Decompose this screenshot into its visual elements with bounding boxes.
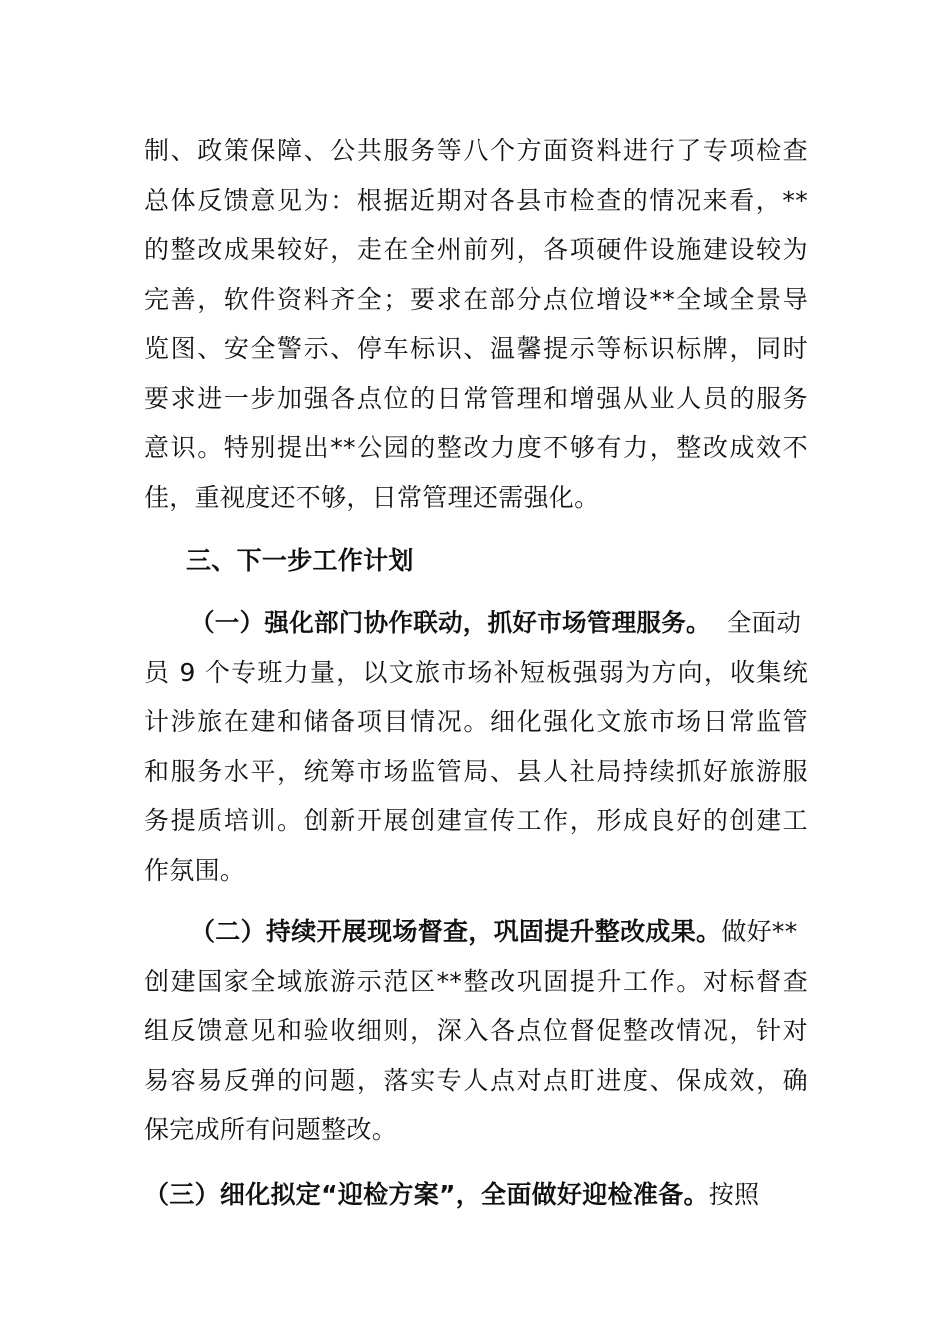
- text-line: 览图、安全警示、停车标识、温馨提示等标识标牌，同时: [144, 334, 808, 363]
- item-lead-text: 做好**: [721, 917, 798, 946]
- text-line: 作氛围。: [144, 855, 246, 885]
- text-line: 制、政策保障、公共服务等八个方面资料进行了专项检查: [144, 136, 808, 165]
- section-heading-text: 三、下一步工作计划: [186, 546, 414, 575]
- item-lead-text: 按照: [708, 1180, 760, 1209]
- text-line: 务提质培训。创新开展创建宣传工作，形成良好的创建工: [144, 806, 808, 835]
- text-line: 易容易反弹的问题，落实专人点对点盯进度、保成效，确: [144, 1065, 808, 1095]
- text-line: 的整改成果较好，走在全州前列，各项硬件设施建设较为: [144, 235, 808, 264]
- text-line: 要求进一步加强各点位的日常管理和增强从业人员的服务: [144, 383, 808, 413]
- text-line: 员 9 个专班力量，以文旅市场补短板强弱为方向，收集统: [144, 657, 808, 687]
- text-line: 计涉旅在建和储备项目情况。细化强化文旅市场日常监管: [144, 707, 808, 736]
- paragraph-feedback: [144, 126, 808, 522]
- item-first-line: [144, 598, 808, 648]
- text-line: 保完成所有问题整改。: [144, 1115, 398, 1144]
- paragraph-item-2: [144, 907, 808, 1155]
- item-title: （一）强化部门协作联动，抓好市场管理服务。: [190, 608, 711, 637]
- item-first-line: [144, 1170, 808, 1220]
- text-line: 意识。特别提出**公园的整改力度不够有力，整改成效不: [144, 433, 808, 462]
- item-lead-text: 全面动: [726, 608, 802, 637]
- text-line: 佳，重视度还不够，日常管理还需强化。: [144, 482, 600, 512]
- text-line: 创建国家全域旅游示范区**整改巩固提升工作。对标督查: [144, 966, 808, 996]
- section-heading: [186, 536, 808, 586]
- text-line: 和服务水平，统筹市场监管局、县人社局持续抓好旅游服: [144, 756, 808, 786]
- text-line: 组反馈意见和验收细则，深入各点位督促整改情况，针对: [144, 1016, 808, 1045]
- text-line: 完善，软件资料齐全；要求在部分点位增设**全域全景导: [144, 284, 808, 314]
- item-title: （二）持续开展现场督查，巩固提升整改成果。: [190, 917, 722, 946]
- paragraph-item-3: [144, 1170, 808, 1220]
- item-first-line: [144, 907, 808, 957]
- item-title: （三）细化拟定“迎检方案”，全面做好迎检准备。: [144, 1180, 709, 1209]
- text-line: 总体反馈意见为：根据近期对各县市检查的情况来看，**: [144, 185, 808, 215]
- paragraph-item-1: [144, 598, 808, 895]
